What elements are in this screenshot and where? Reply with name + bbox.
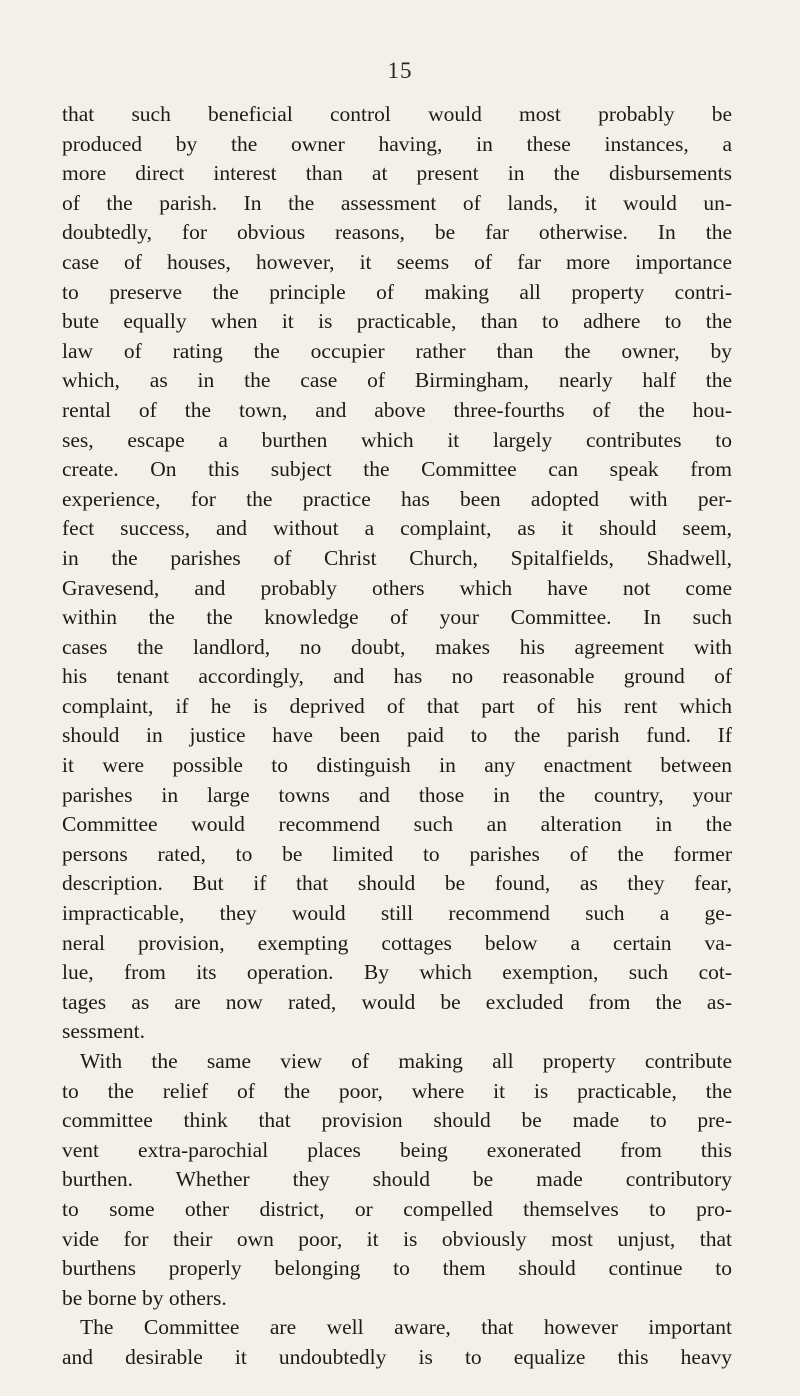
text-line: produced by the owner having, in these instances, a [62, 131, 732, 156]
text-line: The Committee are well aware, that however important [80, 1315, 732, 1340]
text-line: sessment. [62, 1019, 146, 1044]
body-text [62, 100, 732, 1373]
text-line: to the relief of the poor, where it is practicable, the [62, 1078, 732, 1103]
text-line: to some other district, or compelled themselves to pro- [62, 1196, 732, 1221]
text-line: of the parish. In the assessment of lands, it would un- [62, 190, 732, 215]
text-line: experience, for the practice has been adopted with per- [62, 486, 732, 511]
text-line: complaint, if he is deprived of that part of his rent which [62, 693, 732, 718]
text-line: doubtedly, for obvious reasons, be far otherwise. In the [62, 220, 732, 245]
text-line: fect success, and without a complaint, as it should seem, [62, 516, 732, 541]
text-line: in the parishes of Christ Church, Spitalfields, Shadwell, [62, 545, 732, 570]
text-line: tages as are now rated, would be excluded from the as- [62, 989, 732, 1014]
text-line: vide for their own poor, it is obviously most unjust, that [62, 1226, 732, 1251]
text-line: to preserve the principle of making all property contri- [62, 279, 732, 304]
text-line: burthens properly belonging to them should continue to [62, 1256, 732, 1281]
text-line: impracticable, they would still recommend such a ge- [62, 901, 732, 926]
text-line: more direct interest than at present in the disbursements [62, 161, 732, 186]
text-line: within the the knowledge of your Committee. In such [62, 605, 732, 630]
text-line: create. On this subject the Committee can speak from [62, 457, 732, 482]
text-line: cases the landlord, no doubt, makes his agreement with [62, 634, 732, 659]
paragraph-1 [62, 100, 732, 1047]
text-line: which, as in the case of Birmingham, nearly half the [62, 368, 732, 393]
text-line: case of houses, however, it seems of far more importance [62, 249, 732, 274]
text-line: bute equally when it is practicable, than to adhere to the [62, 309, 732, 334]
text-line: Committee would recommend such an alteration in the [62, 812, 732, 837]
text-line: ses, escape a burthen which it largely contributes to [62, 427, 732, 452]
text-line: be borne by others. [62, 1285, 227, 1310]
text-line: vent extra-parochial places being exonerated from this [62, 1137, 732, 1162]
text-line: burthen. Whether they should be made contributory [62, 1167, 732, 1192]
text-line: persons rated, to be limited to parishes of the former [62, 841, 732, 866]
page-number: 15 [387, 58, 413, 83]
text-line: parishes in large towns and those in the country, your [62, 782, 732, 807]
paragraph-3 [62, 1313, 732, 1372]
paragraph-2 [62, 1047, 732, 1313]
text-line: Gravesend, and probably others which have not come [62, 575, 732, 600]
text-line: that such beneficial control would most probably be [62, 102, 732, 126]
text-line: description. But if that should be found, as they fear, [62, 871, 732, 896]
text-line: and desirable it undoubtedly is to equalize this heavy [62, 1344, 732, 1369]
text-line: neral provision, exempting cottages below a certain va- [62, 930, 732, 955]
text-line: his tenant accordingly, and has no reasonable ground of [62, 664, 732, 689]
text-line: it were possible to distinguish in any enactment between [62, 753, 732, 778]
text-line: should in justice have been paid to the parish fund. If [62, 723, 732, 748]
text-line: rental of the town, and above three-fourths of the hou- [62, 397, 732, 422]
text-line: lue, from its operation. By which exemption, such cot- [62, 960, 732, 985]
text-line: With the same view of making all property contribute [80, 1049, 732, 1073]
text-line: law of rating the occupier rather than the owner, by [62, 338, 732, 363]
text-line: committee think that provision should be made to pre- [62, 1108, 732, 1133]
